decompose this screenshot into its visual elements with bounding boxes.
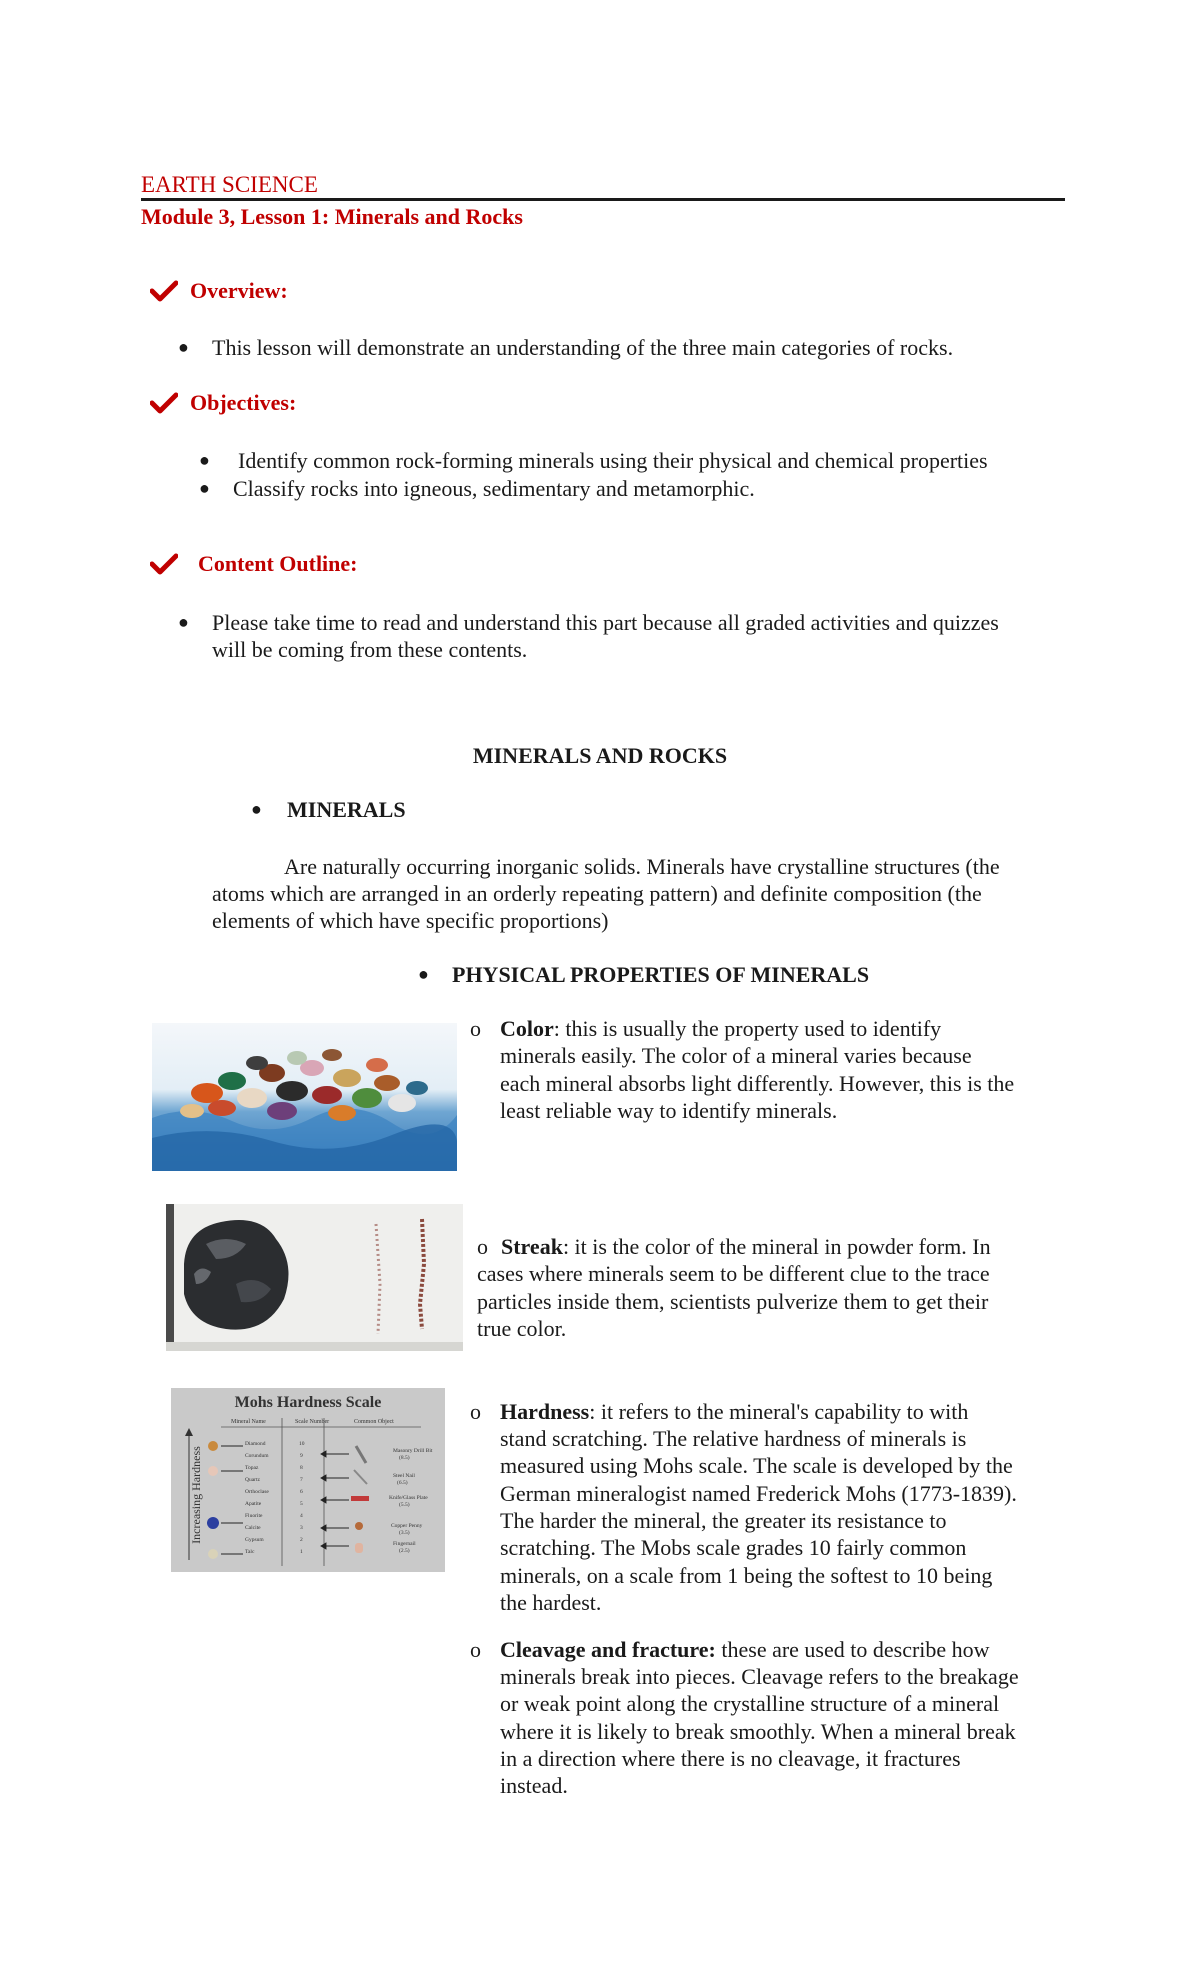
mohs-column-header: Mineral Name (231, 1419, 266, 1425)
section-title: MINERALS AND ROCKS (472, 743, 728, 768)
mohs-object-value: (8.5) (399, 1455, 410, 1461)
mohs-scale-number: 6 (300, 1489, 303, 1495)
mohs-scale-number: 9 (300, 1453, 303, 1459)
mohs-object-name: Masonry Drill Bit (393, 1448, 433, 1454)
bullet-icon: ● (418, 964, 429, 984)
mohs-object-name: Fingernail (393, 1541, 416, 1547)
color-term: Color (500, 1016, 554, 1041)
overview-heading-label: Overview: (190, 278, 288, 303)
mohs-mineral: Quartz (245, 1477, 260, 1483)
cleavage-line-5: in a direction where there is no cleavage, it fractures (500, 1746, 961, 1771)
bullet-icon: ● (251, 799, 262, 819)
mohs-mineral: Orthoclase (245, 1489, 269, 1495)
bullet-icon: ● (199, 450, 210, 470)
module-title: Module 3, Lesson 1: Minerals and Rocks (141, 204, 523, 229)
content-outline-text-1: Please take time to read and understand this part because all graded activities and quizzes (212, 610, 999, 635)
objectives-heading-label: Objectives: (190, 390, 297, 415)
objectives-bullet-text: Classify rocks into igneous, sedimentary and metamorphic. (233, 476, 755, 501)
content-outline-bullet (178, 609, 999, 636)
streak-image (166, 1204, 463, 1351)
mohs-mineral: Topaz (245, 1465, 259, 1471)
color-line-1: : this is usually the property used to identify (553, 1016, 942, 1041)
hardness-line-7: minerals, on a scale from 1 being the softest to 10 being (500, 1563, 993, 1588)
mohs-hardness-chart (171, 1388, 445, 1572)
hardness-term: Hardness (500, 1399, 590, 1424)
minerals-heading (251, 796, 406, 823)
streak-plate-illustration (166, 1204, 463, 1351)
checkmark-icon (150, 280, 178, 302)
objectives-heading (150, 390, 296, 416)
mohs-mineral: Calcite (245, 1525, 261, 1531)
hardness-line-6: scratching. The Mobs scale grades 10 fairly common (500, 1535, 967, 1560)
mohs-object-value: (6.5) (397, 1480, 408, 1486)
mohs-mineral: Corundum (245, 1453, 269, 1459)
mohs-column-header: Scale Number (295, 1419, 330, 1425)
content-outline-heading (150, 551, 358, 577)
objectives-bullet-1 (199, 447, 988, 474)
cleavage-term: Cleavage and fracture: (500, 1637, 716, 1662)
streak-line-2: cases where minerals seem to be different clue to the trace (477, 1261, 990, 1286)
bullet-icon: ● (178, 612, 189, 632)
mohs-object-value: (5.5) (399, 1502, 410, 1508)
mohs-scale-number: 10 (299, 1441, 305, 1447)
streak-line-1: : it is the color of the mineral in powder form. In (562, 1234, 991, 1259)
mohs-chart-title: Mohs Hardness Scale (234, 1394, 382, 1411)
mohs-axis-label: Increasing Hardness (189, 1446, 203, 1544)
mohs-object-name: Knife/Glass Plate (389, 1495, 428, 1501)
overview-bullet-text: This lesson will demonstrate an understanding of the three main categories of rocks. (212, 335, 954, 360)
hardness-property (470, 1398, 968, 1426)
minerals-line-3: elements of which have specific proportions) (212, 908, 609, 933)
physical-properties-heading (418, 961, 869, 988)
streak-property (477, 1233, 991, 1261)
cleavage-property (470, 1636, 990, 1664)
mohs-scale-number: 2 (300, 1537, 303, 1543)
hardness-line-8: the hardest. (500, 1590, 602, 1615)
mohs-scale-number: 4 (300, 1513, 303, 1519)
hardness-line-2: stand scratching. The relative hardness of minerals is (500, 1426, 967, 1451)
mohs-column-header: Common Object (354, 1419, 394, 1425)
mohs-mineral: Diamond (245, 1441, 266, 1447)
mohs-object-name: Copper Penny (391, 1523, 423, 1529)
mohs-mineral: Gypsum (245, 1537, 264, 1543)
cleavage-line-6: instead. (500, 1773, 568, 1798)
hardness-line-3: measured using Mohs scale. The scale is developed by the (500, 1453, 1013, 1478)
objectives-bullet-text: Identify common rock-forming minerals using their physical and chemical properties (238, 448, 988, 473)
overview-bullet (178, 334, 953, 361)
mohs-scale-number: 3 (300, 1525, 303, 1531)
physical-properties-heading-label: PHYSICAL PROPERTIES OF MINERALS (452, 962, 870, 987)
cleavage-line-4: where it is likely to break smoothly. When a mineral break (500, 1719, 1016, 1744)
cleavage-line-1: these are used to describe how (715, 1637, 990, 1662)
mohs-scale-number: 8 (300, 1465, 303, 1471)
color-line-4: least reliable way to identify minerals. (500, 1098, 838, 1123)
mohs-mineral: Fluorite (245, 1513, 263, 1519)
content-outline-heading-label: Content Outline: (198, 551, 358, 576)
streak-line-4: true color. (477, 1316, 567, 1341)
streak-line-3: particles inside them, scientists pulverize them to get their (477, 1289, 989, 1314)
subject-title: EARTH SCIENCE (141, 172, 318, 197)
color-line-2: minerals easily. The color of a mineral varies because (500, 1043, 972, 1068)
sub-bullet-icon: o (470, 1637, 481, 1662)
color-minerals-image (152, 1023, 457, 1171)
mohs-object-value: (2.5) (399, 1548, 410, 1554)
sub-bullet-icon: o (477, 1234, 488, 1259)
color-line-3: each mineral absorbs light differently. However, this is the (500, 1071, 1015, 1096)
cleavage-line-3: or weak point along the crystalline structure of a mineral (500, 1691, 1000, 1716)
mohs-mineral: Apatite (245, 1501, 262, 1507)
minerals-heading-label: MINERALS (287, 797, 406, 822)
color-property (470, 1015, 941, 1043)
hardness-line-4: German mineralogist named Frederick Mohs (1773-1839). (500, 1481, 1017, 1506)
minerals-line-2: atoms which are arranged in an orderly repeating pattern) and definite composition (the (212, 881, 982, 906)
checkmark-icon (150, 392, 178, 414)
bullet-icon: ● (199, 478, 210, 498)
mohs-scale-number: 1 (300, 1549, 303, 1555)
checkmark-icon (150, 553, 178, 575)
hardness-line-5: The harder the mineral, the greater its resistance to (500, 1508, 947, 1533)
header-rule (141, 198, 1065, 201)
cleavage-line-2: minerals break into pieces. Cleavage refers to the breakage (500, 1664, 1019, 1689)
polished-stones-illustration (152, 1023, 457, 1171)
sub-bullet-icon: o (470, 1016, 481, 1041)
overview-heading (150, 278, 288, 304)
bullet-icon: ● (178, 337, 189, 357)
mohs-scale-number: 7 (300, 1477, 303, 1483)
mohs-object-name: Steel Nail (393, 1473, 415, 1479)
hardness-line-1: : it refers to the mineral's capability to with (589, 1399, 969, 1424)
streak-term: Streak (501, 1234, 563, 1259)
mohs-object-value: (3.5) (399, 1530, 410, 1536)
objectives-bullet-2 (199, 475, 755, 502)
sub-bullet-icon: o (470, 1399, 481, 1424)
mohs-mineral: Talc (245, 1549, 255, 1555)
mohs-scale-number: 5 (300, 1501, 303, 1507)
minerals-line-1: Are naturally occurring inorganic solids. Minerals have crystalline structures (the (284, 854, 1000, 879)
content-outline-text-2: will be coming from these contents. (212, 637, 528, 662)
